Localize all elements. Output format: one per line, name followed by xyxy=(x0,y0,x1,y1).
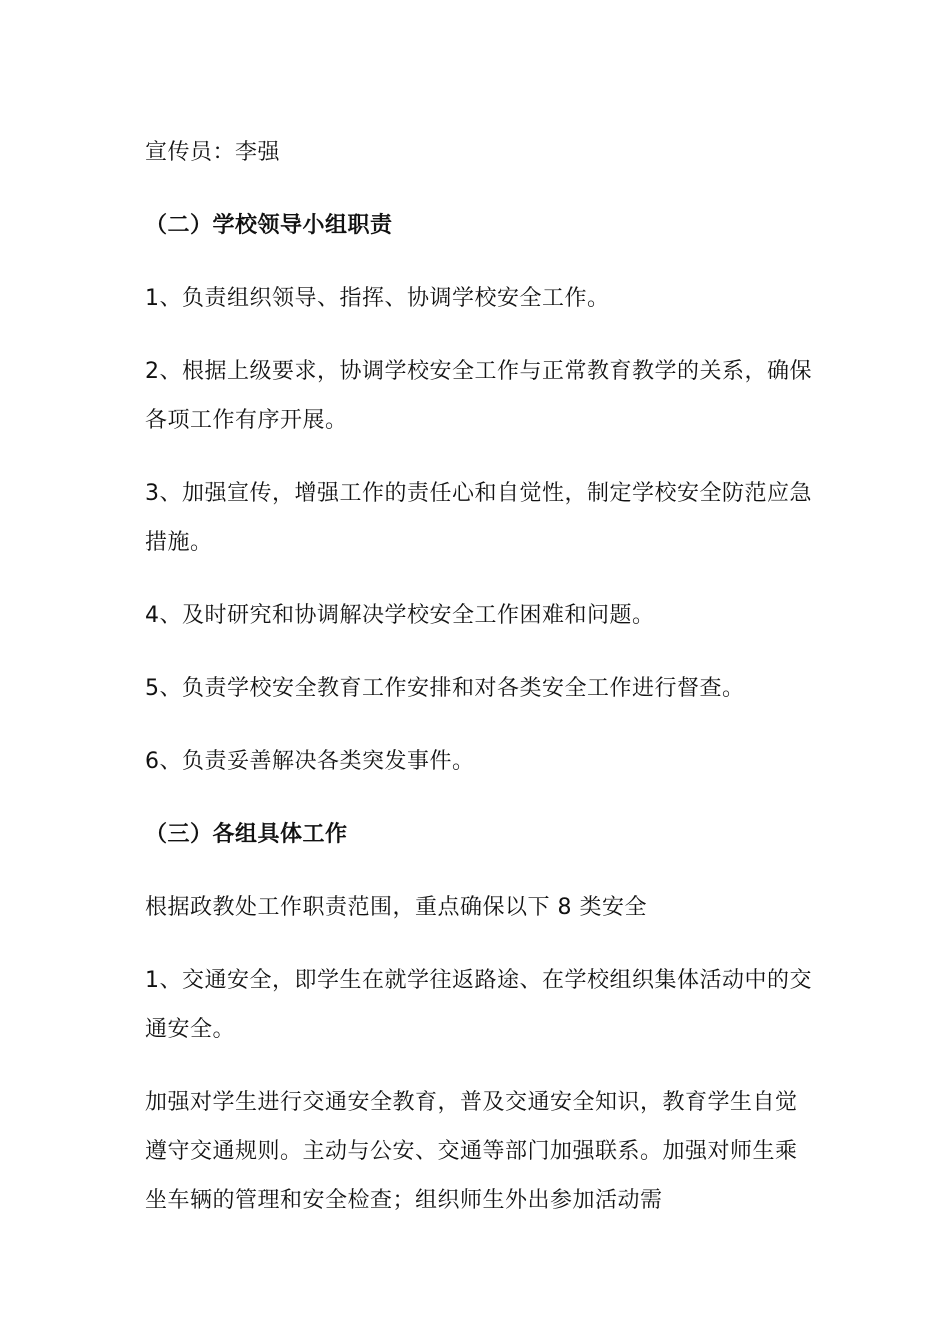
duty-item-3: 3、加强宣传，增强工作的责任心和自觉性，制定学校安全防范应急措施。 xyxy=(145,481,812,555)
traffic-safety-detail: 加强对学生进行交通安全教育，普及交通安全知识，教育学生自觉遵守交通规则。主动与公安、交通等部门加强联系。加强对师生乘坐车辆的管理和安全检查；组织师生外出参加活动需 xyxy=(145,1090,798,1213)
duty-item-1: 1、负责组织领导、指挥、协调学校安全工作。 xyxy=(145,286,610,311)
safety-item-traffic: 1、交通安全，即学生在就学往返路途、在学校组织集体活动中的交通安全。 xyxy=(145,968,812,1042)
duty-item-5: 5、负责学校安全教育工作安排和对各类安全工作进行督查。 xyxy=(145,676,745,701)
duty-item-2: 2、根据上级要求，协调学校安全工作与正常教育教学的关系，确保各项工作有序开展。 xyxy=(145,359,812,433)
publicity-officer-line: 宣传员：李强 xyxy=(145,140,281,165)
section-heading-group-work: （三）各组具体工作 xyxy=(145,822,348,847)
duty-item-4: 4、及时研究和协调解决学校安全工作困难和问题。 xyxy=(145,603,655,628)
document-body xyxy=(145,128,815,1249)
duty-item-6: 6、负责妥善解决各类突发事件。 xyxy=(145,749,475,774)
group-work-intro: 根据政教处工作职责范围，重点确保以下 8 类安全 xyxy=(145,895,647,920)
section-heading-leadership-duties: （二）学校领导小组职责 xyxy=(145,213,393,238)
